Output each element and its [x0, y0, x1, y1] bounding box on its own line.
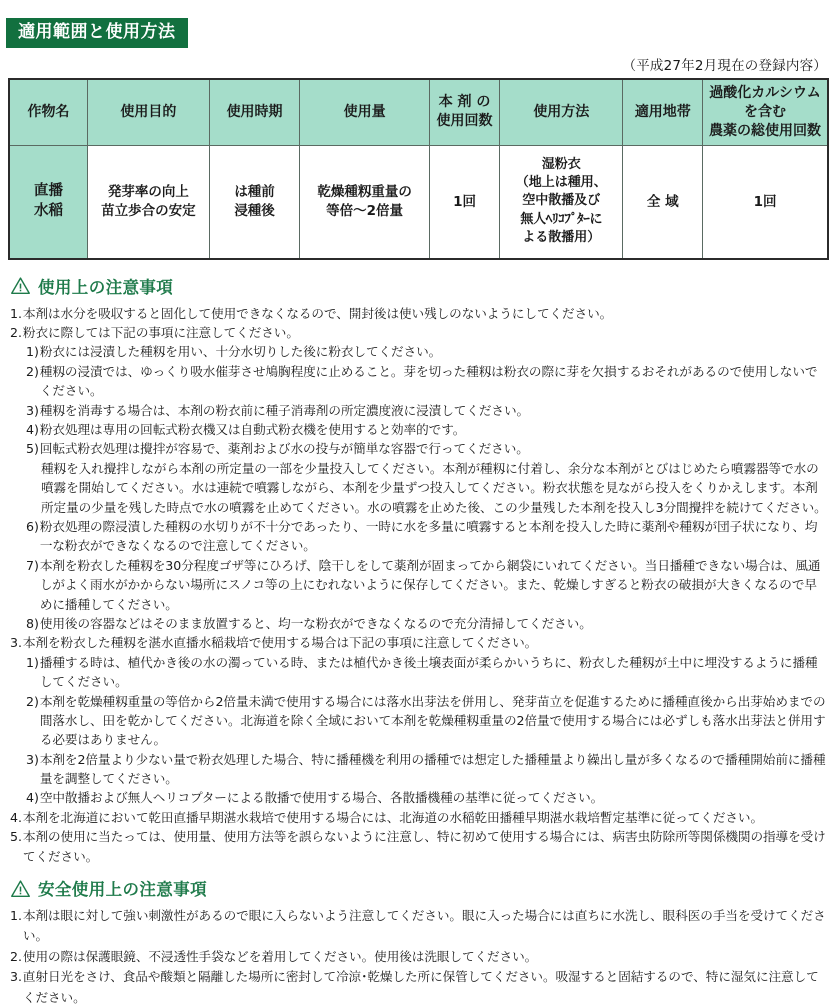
safety-note-item-text: 使用の際は保護眼鏡、不浸透性手袋などを着用してください。使用後は洗眼してください。: [22, 948, 538, 964]
usage-note-item-marker: 2): [26, 693, 39, 709]
cell-purpose: [88, 145, 210, 259]
safety-note-item: [10, 947, 827, 967]
column-header-total-uses: [703, 79, 828, 145]
cell-timing-line1: は種前: [234, 184, 275, 201]
cell-crop-line2: 水稲: [34, 202, 64, 219]
usage-note-item-marker: 3): [26, 402, 39, 418]
usage-note-item-text: 本剤を2倍量より少ない量で粉衣処理した場合、特に播種機を利用の播種では想定した播種量より繰出し量が多くなるので播種開始前に播種量を調整してください。: [39, 751, 826, 787]
cell-method: [500, 145, 623, 259]
usage-note-item: [10, 653, 827, 692]
usage-note-item: [10, 304, 827, 323]
cell-method-line1: 湿粉衣: [541, 156, 581, 172]
cell-uses-count: 1回: [429, 145, 499, 259]
safety-notice-title: 安全使用上の注意事項: [38, 880, 207, 900]
usage-note-item-marker: 3): [26, 751, 39, 767]
usage-note-item: [10, 633, 827, 652]
usage-note-item-text: 本剤を北海道において乾田直播早期湛水栽培で使用する場合には、北海道の水稲乾田播種早期湛水栽培暫定基準に従ってください。: [22, 809, 764, 825]
cell-amount-line1: 乾燥種籾重量の: [317, 184, 412, 201]
usage-note-item-text: 種籾を入れ攪拌しながら本剤の所定量の一部を少量投入してください。本剤が種籾に付着し、余分な本剤がとびはじめたら噴霧器等で水の噴霧を開始してください。水は連続で噴霧しながら、本剤を少量ずつ投入してください。粉衣状態を見ながら投入をくりかえします。本剤所定量の少量を残した時点で水の噴霧を止めてください。水の噴霧を止めた後、この少量残した本剤を投入し3分間攪拌を続けてください。: [41, 460, 827, 515]
table-header-row: [9, 79, 828, 145]
usage-note-item-text: 使用後の容器などはそのまま放置すると、均一な粉衣ができなくなるので充分清掃してください。: [39, 615, 592, 631]
usage-note-item: [10, 459, 827, 517]
usage-note-item-text: 本剤を乾燥種籾重量の等倍から2倍量未満で使用する場合には落水出芽法を併用し、発芽苗立を促進するために播種直後から出芽始めまでの間落水し、田を乾かしてください。北海道を除く全域において本剤を乾燥種籾重量の2倍量で使用する場合には必ずしも落水出芽法と併用する必要はありません。: [39, 693, 826, 748]
usage-note-item: [10, 362, 827, 401]
safety-note-item-text: 本剤は眼に対して強い刺激性があるので眼に入らないよう注意してください。眼に入った場合には直ちに水洗し、眼科医の手当を受けてください。: [22, 908, 826, 944]
cell-amount-line2: 等倍～2倍量: [326, 202, 404, 219]
column-header-uses-count-line1: 本 剤 の: [438, 94, 491, 111]
cell-crop-line1: 直播: [34, 183, 64, 200]
usage-note-item-marker: 1): [26, 654, 39, 670]
usage-note-item-text: 粉衣には浸漬した種籾を用い、十分水切りした後に粉衣してください。: [39, 344, 442, 360]
usage-note-item-text: 種籾を消毒する場合は、本剤の粉衣前に種子消毒剤の所定濃度液に浸漬してください。: [39, 402, 530, 418]
usage-note-item-marker: 6): [26, 519, 39, 534]
cell-purpose-line2: 苗立歩合の安定: [101, 202, 196, 219]
warning-triangle-icon: [10, 879, 31, 898]
usage-note-item-marker: 5.: [10, 829, 22, 845]
usage-note-item-text: 本剤を粉衣した種籾を30分程度ゴザ等にひろげ、陰干しをして薬剤が固まってから網袋にいれてください。当日播種できない場合は、風通しがよく雨水がかからない場所にスノコ等の上にむれないように保存してください。また、乾燥しすぎると粉衣の破損が大きくなるので早めに播種してください。: [39, 557, 821, 612]
cell-region: 全 域: [623, 145, 703, 259]
usage-note-item-text: 本剤を粉衣した種籾を湛水直播水稲栽培で使用する場合は下記の事項に注意してください。: [22, 635, 538, 651]
usage-note-item: [10, 342, 827, 361]
column-header-uses-count-line2: 使用回数: [436, 113, 493, 130]
usage-note-item: [10, 788, 827, 807]
column-header-purpose: 使用目的: [88, 79, 210, 145]
usage-note-item-marker: 1): [26, 344, 39, 360]
usage-note-item-marker: 8): [26, 615, 39, 631]
usage-note-item-marker: 1.: [10, 305, 22, 321]
column-header-crop: 作物名: [9, 79, 88, 145]
usage-note-item-marker: 4): [26, 422, 39, 438]
application-table-wrapper: [6, 78, 831, 260]
usage-note-item: [10, 827, 827, 866]
usage-note-item-text: 粉衣に際しては下記の事項に注意してください。: [22, 325, 299, 341]
cell-method-line3: 空中散播及び: [522, 193, 601, 209]
table-row: [9, 145, 828, 259]
usage-note-item-text: 粉衣処理の際浸漬した種籾の水切りが不十分であったり、一時に水を多量に噴霧すると本剤を投入した時に薬剤や種籾が団子状になり、均一な粉衣ができなくなるので注意してください。: [39, 519, 818, 554]
banner-row: [6, 0, 831, 48]
usage-note-item-marker: 2): [26, 363, 39, 379]
usage-note-item: [10, 323, 827, 342]
cell-amount: [300, 145, 430, 259]
table-body: [9, 145, 828, 259]
usage-note-item-marker: 5): [26, 441, 39, 457]
usage-note-item-text: 播種する時は、植代かき後の水の濁っている時、または植代かき後土壌表面が柔らかいうちに、粉衣した種籾が土中に埋没するように播種してください。: [39, 654, 818, 690]
safety-note-item-marker: 1.: [10, 908, 22, 924]
usage-note-item: [10, 401, 827, 420]
cell-timing-line2: 浸種後: [234, 202, 275, 219]
safety-notice-list: [6, 906, 831, 1008]
usage-notice-heading: [6, 274, 831, 298]
usage-note-item: [10, 556, 827, 614]
application-table: [8, 78, 829, 260]
usage-note-item: [10, 439, 827, 458]
cell-crop: [9, 145, 88, 259]
usage-note-item: [10, 808, 827, 827]
warning-triangle-icon: [10, 276, 31, 295]
usage-note-item-marker: 7): [26, 557, 39, 573]
usage-notice-title: 使用上の注意事項: [38, 277, 174, 297]
usage-note-item: [10, 420, 827, 439]
cell-method-line2: （地上は種用、: [515, 175, 607, 191]
usage-note-item-text: 空中散播および無人ヘリコプターによる散播で使用する場合、各散播機種の基準に従ってください。: [39, 790, 604, 806]
usage-note-item-text: 本剤は水分を吸収すると固化して使用できなくなるので、開封後は使い残しのないようにしてください。: [22, 305, 613, 321]
cell-purpose-line1: 発芽率の向上: [107, 184, 189, 201]
usage-note-item: [10, 750, 827, 789]
registration-note: （平成27年2月現在の登録内容）: [622, 58, 827, 75]
cell-method-line4: 無人ﾍﾘｺﾌﾟﾀｰに: [520, 211, 603, 227]
safety-notice-heading: [6, 876, 831, 900]
column-header-total-uses-line2: 農薬の総使用回数: [709, 122, 822, 139]
cell-timing: [209, 145, 300, 259]
column-header-region: 適用地帯: [623, 79, 703, 145]
usage-note-item: [10, 692, 827, 750]
usage-note-item-marker: 2.: [10, 325, 22, 341]
safety-note-item: [10, 906, 827, 947]
usage-notice-list: [6, 304, 831, 866]
usage-note-item: [10, 614, 827, 633]
usage-note-item-marker: 4): [26, 790, 39, 806]
cell-method-line5: よる散播用）: [522, 230, 601, 246]
column-header-uses-count: [429, 79, 499, 145]
safety-note-item-marker: 2.: [10, 948, 22, 964]
section-banner-title: 適用範囲と使用方法: [6, 18, 188, 48]
usage-note-item-text: 回転式粉衣処理は攪拌が容易で、薬剤および水の投与が簡単な容器で行ってください。: [39, 441, 529, 457]
safety-note-item: [10, 967, 827, 1008]
table-head: [9, 79, 828, 145]
usage-note-item-marker: 3.: [10, 635, 22, 651]
usage-note-item-text: 本剤の使用に当たっては、使用量、使用方法等を誤らないように注意し、特に初めて使用する場合には、病害虫防除所等関係機関の指導を受けてください。: [22, 829, 826, 864]
safety-note-item-marker: 3.: [10, 969, 22, 985]
usage-note-item-marker: 4.: [10, 809, 22, 825]
usage-note-item-text: 粉衣処理は専用の回転式粉衣機又は自動式粉衣機を使用すると効率的です。: [39, 422, 466, 438]
column-header-amount: 使用量: [300, 79, 430, 145]
usage-note-item: [10, 517, 827, 556]
usage-note-item-text: 種籾の浸漬では、ゆっくり吸水催芽させ鳩胸程度に止めること。芽を切った種籾は粉衣の際に芽を欠損するおそれがあるので使用しないでください。: [39, 363, 818, 399]
column-header-timing: 使用時期: [209, 79, 300, 145]
column-header-method: 使用方法: [500, 79, 623, 145]
cell-total-uses: 1回: [703, 145, 828, 259]
column-header-total-uses-line1: 過酸化カルシウムを含む: [709, 85, 821, 120]
safety-note-item-text: 直射日光をさけ、食品や酸類と隔離した場所に密封して冷涼･乾燥した所に保管してください。吸湿すると固結するので、特に湿気に注意してください。: [22, 969, 819, 1005]
